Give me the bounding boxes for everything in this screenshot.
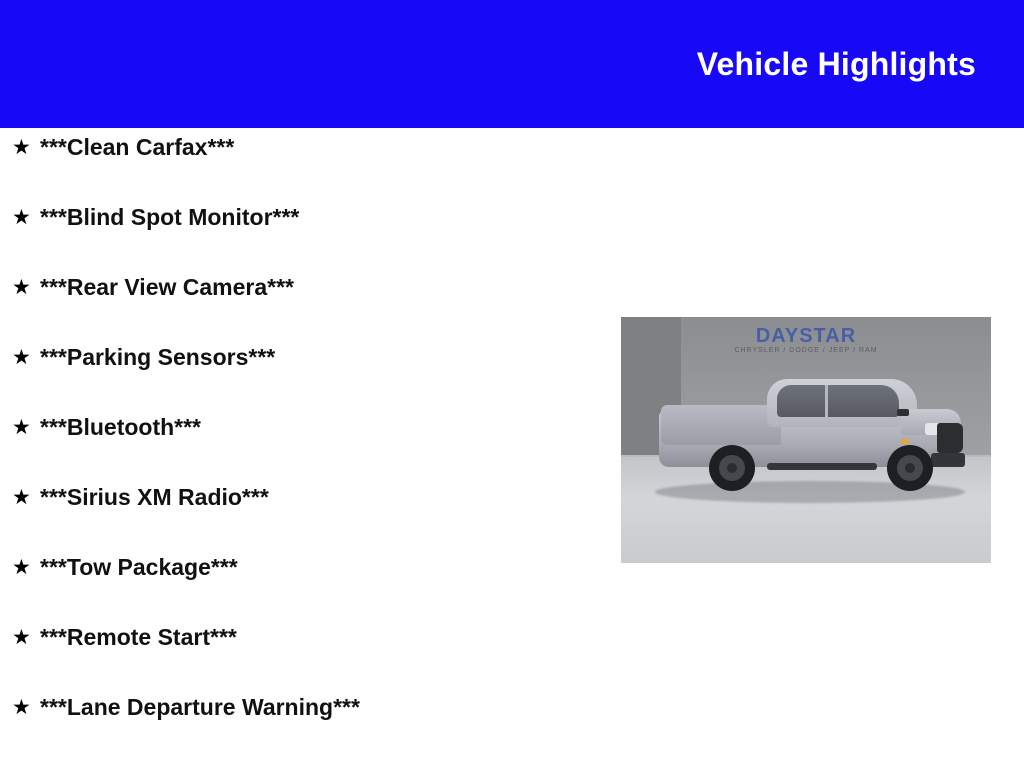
list-item xyxy=(0,478,620,548)
highlight-label: ***Sirius XM Radio*** xyxy=(40,484,269,510)
truck-rear-wheel xyxy=(709,445,755,491)
star-icon: ★ xyxy=(12,346,31,369)
wheel-center-cap xyxy=(905,463,915,473)
truck-bumper xyxy=(931,453,965,467)
star-icon: ★ xyxy=(12,416,31,439)
truck-windows xyxy=(777,385,899,417)
list-item xyxy=(0,408,620,478)
highlight-label: ***Rear View Camera*** xyxy=(40,274,295,300)
highlight-label: ***Blind Spot Monitor*** xyxy=(40,204,300,230)
header-bar xyxy=(0,0,1024,128)
list-item xyxy=(0,618,620,688)
truck-running-board xyxy=(767,463,877,470)
star-icon: ★ xyxy=(12,136,31,159)
highlights-list xyxy=(0,128,620,758)
list-item xyxy=(0,198,620,268)
star-icon: ★ xyxy=(12,276,31,299)
truck-grille xyxy=(937,423,963,453)
star-icon: ★ xyxy=(12,486,31,509)
list-item xyxy=(0,128,620,198)
highlight-label: ***Bluetooth*** xyxy=(40,414,202,440)
star-icon: ★ xyxy=(12,626,31,649)
list-item xyxy=(0,548,620,618)
vehicle-photo xyxy=(621,317,991,563)
truck-mirror xyxy=(897,409,909,416)
highlight-label: ***Lane Departure Warning*** xyxy=(40,694,360,720)
truck-bed xyxy=(661,405,781,445)
list-item xyxy=(0,338,620,408)
truck-illustration xyxy=(649,365,969,515)
highlight-label: ***Tow Package*** xyxy=(40,554,238,580)
page-title: Vehicle Highlights xyxy=(696,46,976,82)
list-item xyxy=(0,688,620,758)
dealer-logo: DAYSTAR xyxy=(755,325,857,347)
highlight-label: ***Remote Start*** xyxy=(40,624,237,650)
list-item xyxy=(0,268,620,338)
star-icon: ★ xyxy=(12,696,31,719)
wheel-center-cap xyxy=(727,463,737,473)
star-icon: ★ xyxy=(12,206,31,229)
star-icon: ★ xyxy=(12,556,31,579)
truck-front-wheel xyxy=(887,445,933,491)
highlight-label: ***Clean Carfax*** xyxy=(40,134,235,160)
dealer-logo-subtext: CHRYSLER / DODGE / JEEP / RAM xyxy=(734,347,878,354)
highlight-label: ***Parking Sensors*** xyxy=(40,344,276,370)
truck-door-pillar xyxy=(825,385,828,417)
truck-side-marker xyxy=(901,439,909,444)
